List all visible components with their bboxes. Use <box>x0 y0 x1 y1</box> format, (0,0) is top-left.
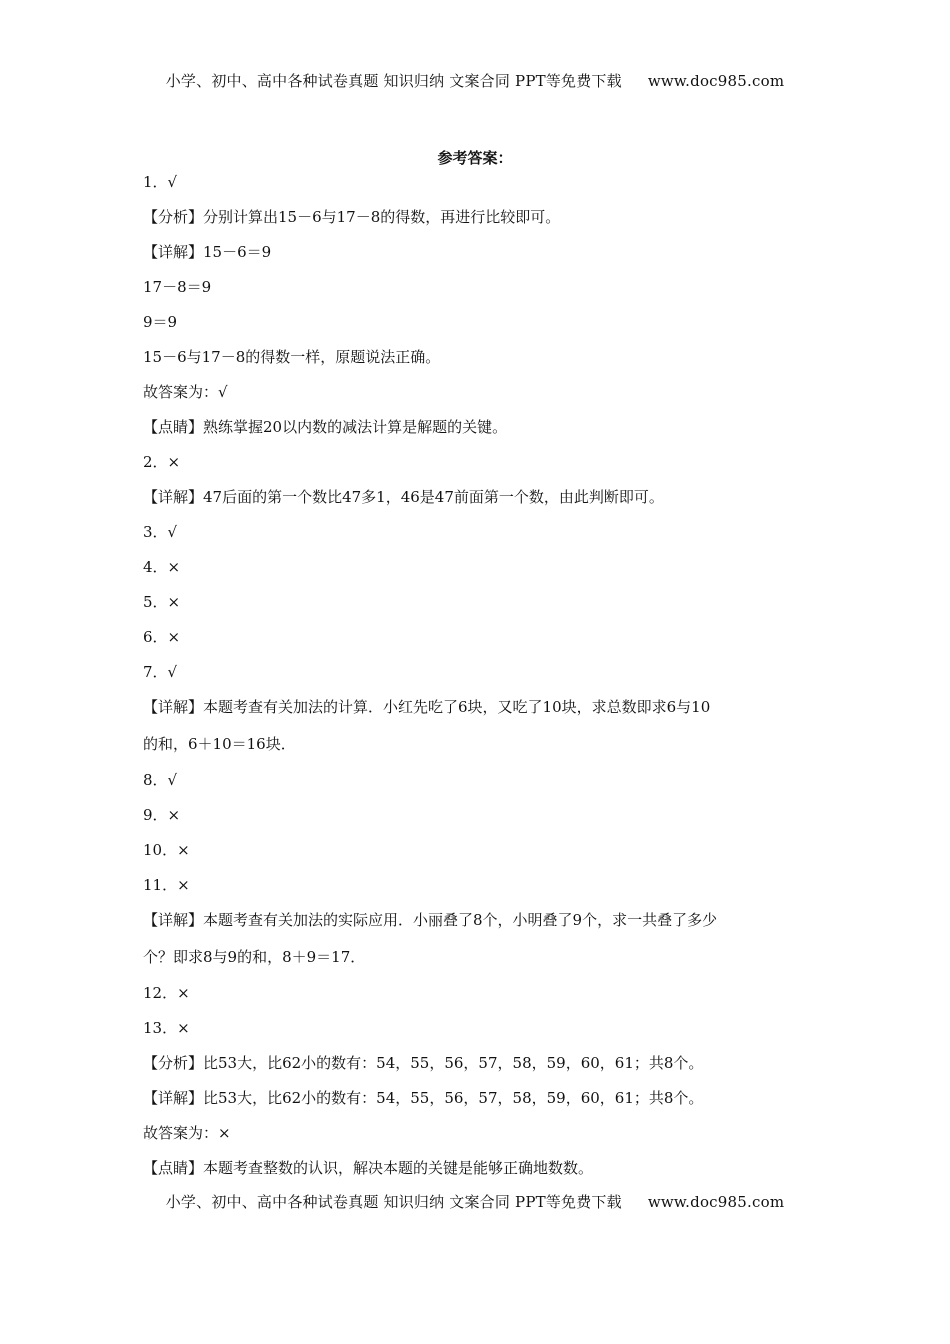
answer-line: 3．√ <box>143 523 178 541</box>
footer-text: 小学、初中、高中各种试卷真题 知识归纳 文案合同 PPT等免费下载 <box>165 1193 622 1211</box>
answer-line: 9＝9 <box>143 313 178 331</box>
answer-line: 17－8＝9 <box>143 278 212 296</box>
header-text: 小学、初中、高中各种试卷真题 知识归纳 文案合同 PPT等免费下载 <box>165 72 622 90</box>
answer-line: 13．× <box>143 1019 190 1037</box>
answer-line: 12．× <box>143 984 190 1002</box>
answer-line: 【详解】本题考查有关加法的计算．小红先吃了6块，又吃了10块，求总数即求6与10 <box>143 698 711 716</box>
answer-line: 6．× <box>143 628 181 646</box>
answer-line: 【点睛】本题考查整数的认识，解决本题的关键是能够正确地数数。 <box>143 1159 594 1177</box>
footer-site-link[interactable]: www.doc985.com <box>647 1193 785 1211</box>
header-site-link[interactable]: www.doc985.com <box>647 72 785 90</box>
answer-line: 4．× <box>143 558 181 576</box>
answer-line: 【详解】15－6＝9 <box>143 243 272 261</box>
answer-line: 11．× <box>143 876 190 894</box>
page-footer <box>0 1191 950 1212</box>
answer-line: 7．√ <box>143 663 178 681</box>
answer-line: 9．× <box>143 806 181 824</box>
answer-line: 【详解】47后面的第一个数比47多1，46是47前面第一个数，由此判断即可。 <box>143 488 664 506</box>
answer-line: 【详解】比53大，比62小的数有：54，55，56，57，58，59，60，61；共8个。 <box>143 1089 704 1107</box>
answer-line: 【点睛】熟练掌握20以内数的减法计算是解题的关键。 <box>143 418 508 436</box>
answer-line: 个？即求8与9的和，8＋9＝17． <box>143 948 366 966</box>
answer-line: 【分析】分别计算出15－6与17－8的得数，再进行比较即可。 <box>143 208 561 226</box>
answer-line: 【详解】本题考查有关加法的实际应用．小丽叠了8个，小明叠了9个，求一共叠了多少 <box>143 911 718 929</box>
answer-line: 2．× <box>143 453 181 471</box>
answer-line: 15－6与17－8的得数一样，原题说法正确。 <box>143 348 441 366</box>
answer-line: 的和，6＋10＝16块． <box>143 735 296 753</box>
answer-line: 故答案为：√ <box>143 383 228 401</box>
answer-line: 8．√ <box>143 771 178 789</box>
answer-line: 故答案为：× <box>143 1124 231 1142</box>
page-header <box>0 70 950 91</box>
answer-line: 10．× <box>143 841 190 859</box>
answer-line: 【分析】比53大，比62小的数有：54，55，56，57，58，59，60，61；共8个。 <box>143 1054 704 1072</box>
answer-line: 1．√ <box>143 173 178 191</box>
page-title: 参考答案： <box>437 149 513 167</box>
answer-line: 5．× <box>143 593 181 611</box>
